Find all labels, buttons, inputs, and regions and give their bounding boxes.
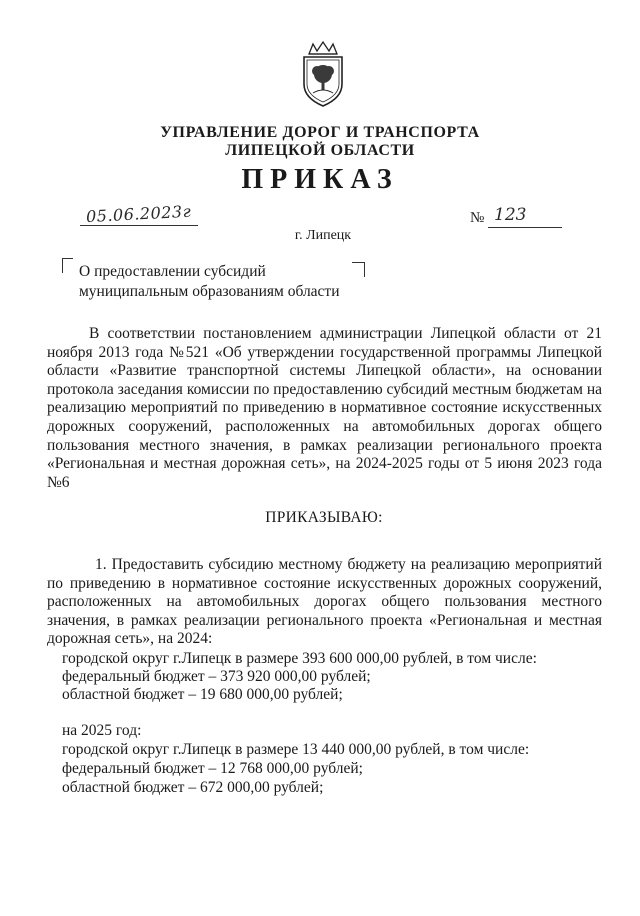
date-underline	[80, 225, 198, 226]
regional-2025-line: областной бюджет – 672 000,00 рублей;	[62, 779, 324, 796]
organization-name-line2: ЛИПЕЦКОЙ ОБЛАСТИ	[225, 142, 415, 159]
coat-of-arms-emblem	[296, 40, 350, 110]
total-2025-line: городской округ г.Липецк в размере 13 440 000,00 рублей, в том числе:	[62, 741, 530, 758]
order-subject: О предоставлении субсидий муниципальным образованиям области	[79, 263, 340, 300]
preamble-paragraph: В соответствии постановлением администрации Липецкой области от 21 ноября 2013 года №521 «Об утверждении государственной программы Липецкой области «Развитие транспортной системы Липецкой области», на основании протокола заседания комиссии по предоставлению субсидий местным бюджетам на реализацию мероприятий по приведению в нормативное состояние искусственных дорожных сооружений, расположенных на автомобильных дорогах общего пользования местного значения, в рамках реализации регионального проекта «Региональная и местная дорожная сеть», на 2024-2025 годы от 5 июня 2023 года №6	[47, 325, 602, 491]
decree-word: ПРИКАЗЫВАЮ:	[265, 509, 383, 526]
organization-name-line1: УПРАВЛЕНИЕ ДОРОГ И ТРАНСПОРТА	[160, 124, 480, 141]
handwritten-order-number: 123	[494, 205, 527, 225]
regional-2024-line: областной бюджет – 19 680 000,00 рублей;	[62, 686, 343, 703]
document-type-title: ПРИКАЗ	[241, 164, 399, 195]
federal-2025-line: федеральный бюджет – 12 768 000,00 рублей;	[62, 760, 363, 777]
handwritten-date: 05.06.2023г	[85, 201, 192, 227]
federal-2024-line: федеральный бюджет – 373 920 000,00 рублей;	[62, 668, 371, 685]
total-2024-line: городской округ г.Липецк в размере 393 600 000,00 рублей, в том числе:	[62, 650, 537, 667]
subject-bracket-left	[62, 258, 73, 273]
number-label: №	[470, 210, 485, 226]
item-1-paragraph: 1. Предоставить субсидию местному бюджету на реализацию мероприятий по приведению в нормативное состояние искусственных дорожных сооружений, расположенных на автомобильных дорогах общего пользования местного значения, в рамках реализации регионального проекта «Региональная и местная дорожная сеть», на 2024:	[47, 556, 602, 648]
year-2025-heading: на 2025 год:	[62, 722, 142, 739]
city-name: г. Липецк	[294, 228, 352, 243]
